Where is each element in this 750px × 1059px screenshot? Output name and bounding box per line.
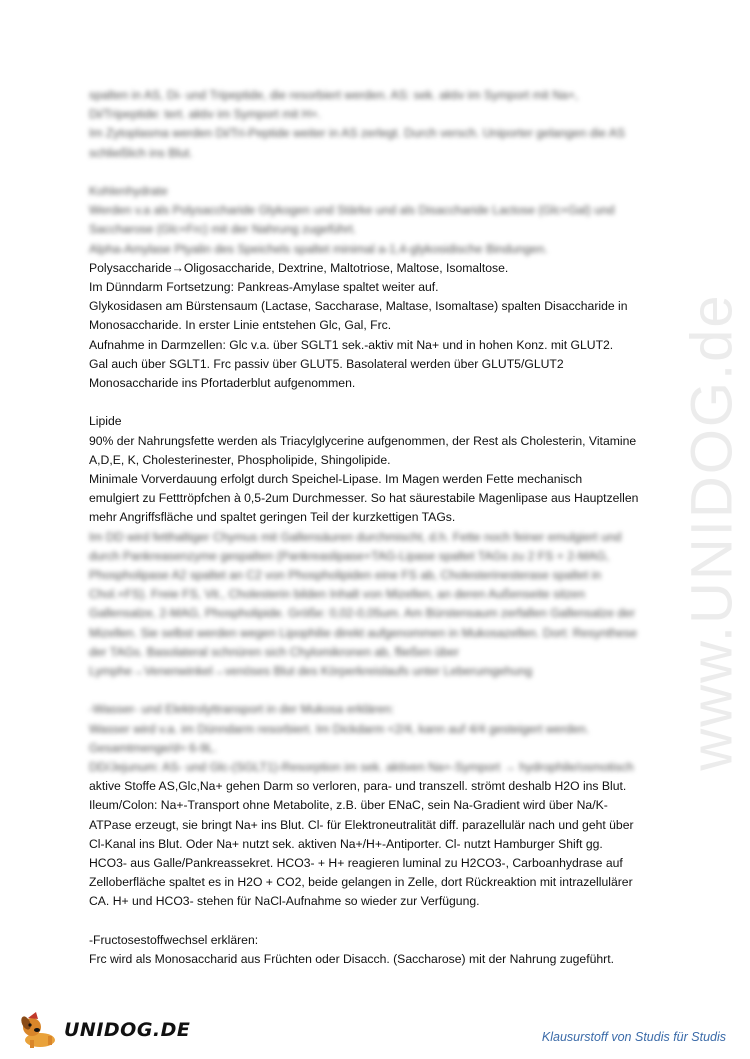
logo-wordmark: UNIDOG.DE <box>64 1019 191 1041</box>
text-line: HCO3- aus Galle/Pankreassekret. HCO3- + H+ reagieren luminal zu H2CO3-, Carboanhydrase auf <box>89 856 623 871</box>
blurred-text-line: Im Zytoplasma werden Di/Tri-Peptide weiter in AS zerlegt. Durch versch. Uniporter gelangen die AS <box>89 126 626 141</box>
document-body <box>89 86 669 969</box>
text-line: Polysaccharide→Oligosaccharide, Dextrine, Maltotriose, Maltose, Isomaltose. <box>89 260 509 275</box>
watermark-text: www.UNIDOG.de <box>679 293 745 771</box>
blurred-text-line: Im DD wird fetthaltiger Chymus mit Gallensäuren durchmischt, d.h. Fette noch feiner emulgiert und <box>89 529 622 544</box>
text-line: Gal auch über SGLT1. Frc passiv über GLUT5. Basolateral werden über GLUT5/GLUT2 <box>89 356 564 371</box>
paragraph-gap <box>89 681 669 700</box>
blurred-text-line: Lymphe→Venenwinkel→venöses Blut des Körperkreislaufs unter Leberumgehung <box>89 664 533 679</box>
blurred-text-line: Werden v.a als Polysaccharide Glykogen und Stärke und als Disaccharide Lactose (Glc+Gal) und <box>89 203 615 218</box>
text-line: Cl-Kanal ins Blut. Oder Na+ nutzt sek. aktiven Na+/H+-Antiporter. Cl- nutzt Hamburger Shift gg. <box>89 836 603 851</box>
text-line: emulgiert zu Fetttröpfchen à 0,5-2um Durchmesser. So hat säurestabile Magenlipase aus Hauptzellen <box>89 491 639 506</box>
text-line: Frc wird als Monosaccharid aus Früchten oder Disacch. (Saccharose) mit der Nahrung zugeführt. <box>89 952 614 967</box>
dog-mascot-icon <box>18 1010 62 1050</box>
blurred-text-line: Mizellen. Sie selbst werden wegen Lipophilie direkt aufgenommen in Mukosazellen. Dort: Resynthese <box>89 625 638 640</box>
blurred-text-line: Gallensalze, 2-MAG, Phospholipide. Größe: 0,02-0,05um. Am Bürstensaum zerfallen Gallensalze der <box>89 606 635 621</box>
text-line: Monosaccharide ins Pfortaderblut aufgenommen. <box>89 376 356 391</box>
text-line: 90% der Nahrungsfette werden als Triacylglycerine aufgenommen, der Rest als Cholesterin, Vitamine <box>89 433 637 448</box>
text-line: ATPase erzeugt, sie bringt Na+ ins Blut. Cl- für Elektroneutralität diff. parazellulär nach und geht über <box>89 817 634 832</box>
text-line: aktive Stoffe AS,Glc,Na+ gehen Darm so verloren, para- und transzell. strömt deshalb H2O ins Blut. <box>89 779 627 794</box>
text-line: Minimale Vorverdauung erfolgt durch Speichel-Lipase. Im Magen werden Fette mechanisch <box>89 472 583 487</box>
blurred-text-line: -Wasser- und Elektrolyttransport in der Mukosa erklären: <box>89 702 395 717</box>
blurred-text-line: durch Pankreasenzyme gespalten (Pankreaslipase+TAG-Lipase spaltet TAGs zu 2 FS + 2-MAG, <box>89 548 610 563</box>
text-line: Ileum/Colon: Na+-Transport ohne Metabolite, z.B. über ENaC, sein Na-Gradient wird über Na/K- <box>89 798 608 813</box>
footer-tagline: Klausurstoff von Studis für Studis <box>541 1030 726 1044</box>
blurred-text-line: schließlich ins Blut. <box>89 145 193 160</box>
text-line: Monosaccharide. In erster Linie entstehen Glc, Gal, Frc. <box>89 318 392 333</box>
text-line: Glykosidasen am Bürstensaum (Lactase, Saccharase, Maltase, Isomaltase) spalten Disaccharide in <box>89 299 628 314</box>
blurred-text-line: Alpha-Amylase Ptyalin des Speichels spaltet minimal a-1,4-glykosidische Bindungen. <box>89 241 548 256</box>
text-line: A,D,E, K, Cholesterinester, Phospholipide, Shingolipide. <box>89 452 391 467</box>
text-line: Lipide <box>89 414 122 429</box>
blurred-text-line: DD/Jejunum: AS- und Glc-(SGLT1)-Resorption im sek. aktiven Na+-Symport → hydrophile/osmotisch <box>89 760 634 775</box>
text-line: Aufnahme in Darmzellen: Glc v.a. über SGLT1 sek.-aktiv mit Na+ und in hohen Konz. mit GLUT2. <box>89 337 614 352</box>
blurred-text-line: Phospholipase A2 spaltet an C2 von Phospholipiden eine FS ab, Cholesterinesterase spaltet in <box>89 568 602 583</box>
blurred-text-line: Saccharose (Glc+Frc) mit der Nahrung zugeführt. <box>89 222 357 237</box>
text-line: -Fructosestoffwechsel erklären: <box>89 932 259 947</box>
blurred-text-line: Di/Tripeptide: tert. aktiv im Symport mit H+. <box>89 107 322 122</box>
blurred-text-line: Chol.+FS). Freie FS, Vit., Cholesterin bilden Inhalt von Mizellen, an deren Außenseite sitzen <box>89 587 585 602</box>
paragraph-gap <box>89 912 669 931</box>
text-line: mehr Angriffsfläche und spaltet geringen Teil der kurzkettigen TAGs. <box>89 510 456 525</box>
text-line: Im Dünndarm Fortsetzung: Pankreas-Amylase spaltet weiter auf. <box>89 280 439 295</box>
unidog-logo <box>18 1008 190 1052</box>
text-line: Zelloberfläche spaltet es in H2O + CO2, beide gelangen in Zelle, dort Rückreaktion mit intrazellulärer <box>89 875 633 890</box>
paragraph-gap <box>89 393 669 412</box>
paragraph-gap <box>89 163 669 182</box>
blurred-text-line: Wasser wird v.a. im Dünndarm resorbiert. Im Dickdarm <2/4, kann auf 4/4 gesteigert werden. <box>89 721 590 736</box>
text-line: CA. H+ und HCO3- stehen für NaCl-Aufnahme so wieder zur Verfügung. <box>89 894 480 909</box>
blurred-text-line: der TAGs. Basolateral schnüren sich Chylomikronen ab, fließen über <box>89 644 460 659</box>
blurred-text-line: Kohlenhydrate <box>89 184 168 198</box>
blurred-text-line: Gesamtmenge/d≈ 6-9L. <box>89 740 217 755</box>
blurred-text-line: spalten in AS, Di- und Tripeptide, die resorbiert werden. AS: sek. aktiv im Symport mit Na+, <box>89 88 579 102</box>
